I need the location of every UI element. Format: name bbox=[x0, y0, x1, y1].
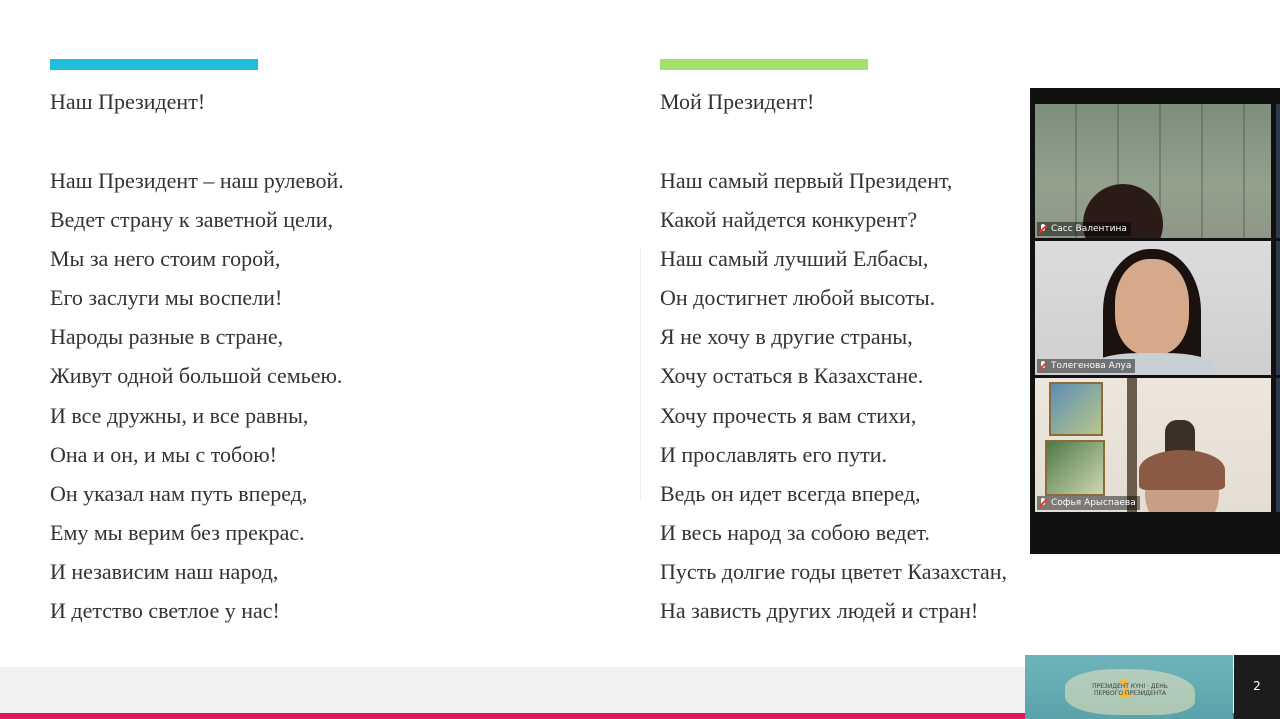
poem-line: Ведет страну к заветной цели, bbox=[50, 207, 334, 233]
right-accent-bar bbox=[660, 59, 868, 70]
poem-line: И прославлять его пути. bbox=[660, 441, 887, 467]
poem-line: Ведь он идет всегда вперед, bbox=[660, 480, 921, 506]
poem-line: И все дружны, и все равны, bbox=[50, 402, 309, 428]
page-number: 2 bbox=[1234, 655, 1280, 719]
wall-plank bbox=[1243, 104, 1245, 238]
poem-line: Живут одной большой семьею. bbox=[50, 363, 343, 389]
poem-line: Он указал нам путь вперед, bbox=[50, 480, 308, 506]
poem-line: Какой найдется конкурент? bbox=[660, 207, 918, 233]
poem-line: И весь народ за собою ведет. bbox=[660, 519, 930, 545]
panel-edge bbox=[1276, 241, 1280, 375]
left-accent-bar bbox=[50, 59, 258, 70]
left-poem bbox=[50, 86, 344, 634]
poem-line: Хочу прочесть я вам стихи, bbox=[660, 402, 917, 428]
participant-name: Толегенова Алуа bbox=[1051, 361, 1132, 371]
participant-name-label bbox=[1037, 496, 1140, 510]
panel-edge bbox=[1276, 104, 1280, 238]
poem-line: Он достигнет любой высоты. bbox=[660, 285, 936, 311]
panel-edge bbox=[1276, 378, 1280, 512]
participant-video-tile[interactable] bbox=[1035, 378, 1271, 512]
video-participants-panel[interactable] bbox=[1030, 88, 1280, 554]
participant-video-tile[interactable] bbox=[1035, 241, 1271, 375]
right-poem-title: Мой Президент! bbox=[660, 89, 815, 114]
poem-line: Наш самый лучший Елбасы, bbox=[660, 246, 929, 272]
poem-line: На зависть других людей и стран! bbox=[660, 598, 979, 624]
participant-name: Сасс Валентина bbox=[1051, 224, 1127, 234]
mic-muted-icon bbox=[1039, 498, 1047, 508]
wall-plank bbox=[1201, 104, 1203, 238]
mic-muted-icon bbox=[1039, 361, 1047, 371]
thumbnail-number: 1 bbox=[1117, 675, 1134, 703]
poem-line: Она и он, и мы с тобою! bbox=[50, 441, 277, 467]
poem-line: Наш самый первый Президент, bbox=[660, 168, 953, 193]
poem-line: Его заслуги мы воспели! bbox=[50, 285, 283, 311]
wall-shelf bbox=[1127, 378, 1137, 512]
poem-line: Пусть долгие годы цветет Казахстан, bbox=[660, 558, 1008, 584]
poem-line: Ему мы верим без прекрас. bbox=[50, 519, 305, 545]
left-poem-title: Наш Президент! bbox=[50, 89, 206, 114]
participant-name-label bbox=[1037, 359, 1135, 373]
wall-painting bbox=[1049, 382, 1103, 436]
slide-thumbnail[interactable] bbox=[1025, 655, 1233, 719]
participant-video-tile[interactable] bbox=[1035, 104, 1271, 238]
poem-line: Хочу остаться в Казахстане. bbox=[660, 363, 924, 389]
participant-name-label bbox=[1037, 222, 1131, 236]
poem-line: Я не хочу в другие страны, bbox=[660, 324, 913, 350]
poem-line: Мы за него стоим горой, bbox=[50, 246, 281, 272]
participant-hair bbox=[1139, 450, 1225, 490]
poem-line: Народы разные в стране, bbox=[50, 324, 284, 350]
wall-painting bbox=[1045, 440, 1105, 496]
poem-line: И независим наш народ, bbox=[50, 558, 279, 584]
poem-line: Наш Президент – наш рулевой. bbox=[50, 168, 344, 193]
poem-line: И детство светлое у нас! bbox=[50, 598, 280, 624]
column-divider bbox=[640, 248, 641, 500]
participant-name: Софья Арыспаева bbox=[1051, 498, 1136, 508]
wall-plank bbox=[1075, 104, 1077, 238]
thumbnail-caption: ПРЕЗИДЕНТ КҮНІ · ДЕНЬ ПЕРВОГО ПРЕЗИДЕНТА bbox=[1092, 683, 1168, 697]
right-poem bbox=[660, 86, 1007, 634]
mic-muted-icon bbox=[1039, 224, 1047, 234]
participant-face bbox=[1115, 259, 1189, 355]
